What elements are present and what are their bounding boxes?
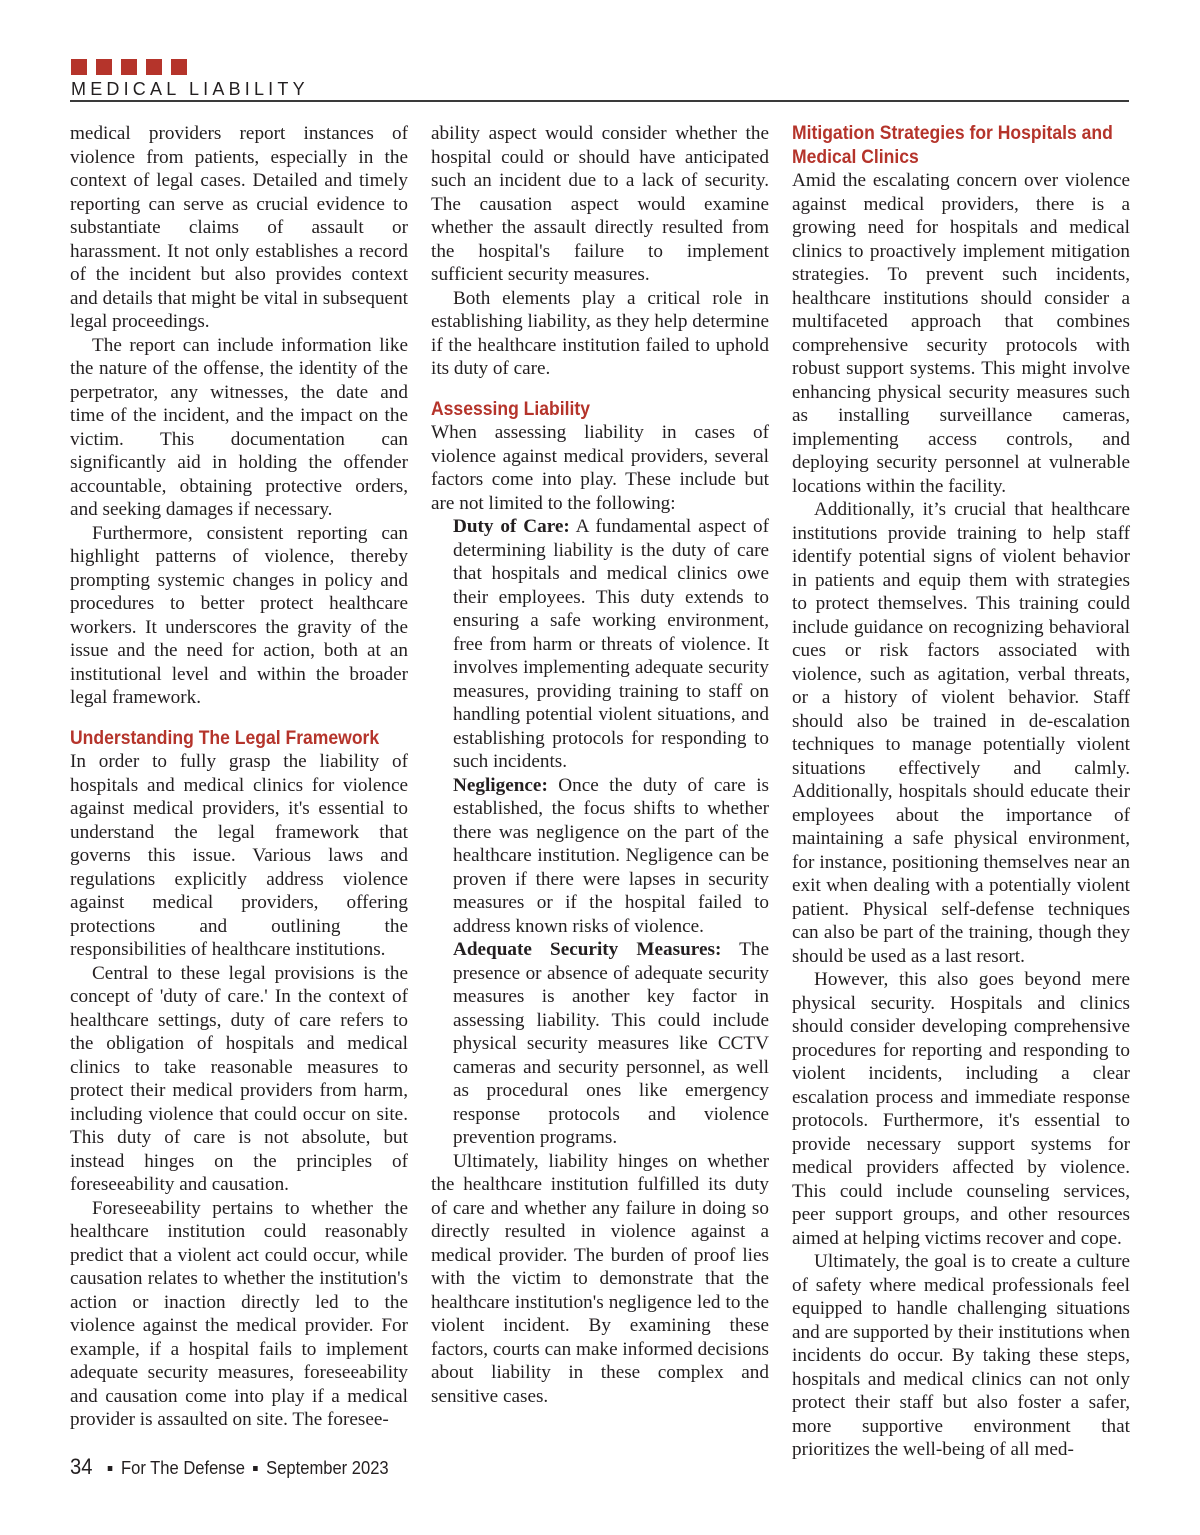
body-paragraph: ability aspect would consider whether the hospital could or should have anticipated such an incident due to a lack of security. The causation aspect would examine whether the assault directly resulted from the hospital's failure to implement sufficient security measures. bbox=[431, 123, 769, 285]
body-paragraph: Ultimately, liability hinges on whether the healthcare institution fulfilled its duty of care and whether any failure in doing so directly resulted in violence against a medical provider. The burden of proof lies with the victim to demonstrate that the healthcare institution's negligence led to the violent incident. By examining these factors, courts can make informed decisions about liability in these complex and sensitive cases. bbox=[431, 1150, 769, 1407]
definition-paragraph bbox=[453, 938, 769, 1150]
body-paragraph: Foreseeability pertains to whether the healthcare institution could reasonably predict that a violent act could occur, while causation relates to whether the institution's action or inaction directly led to the violence against the medical provider. For example, if a hospital fails to implement adequate security measures, foreseeability and causation come into play if a medical provider is assaulted on site. The foresee- bbox=[70, 1197, 408, 1430]
marker-square bbox=[96, 59, 112, 75]
definition-paragraph bbox=[453, 515, 769, 774]
marker-square bbox=[146, 59, 162, 75]
page-number: 34 bbox=[70, 1454, 93, 1479]
body-paragraph: When assessing liability in cases of violence against medical providers, several factors come into play. These include but are not limited to the following: bbox=[431, 422, 769, 514]
marker-square bbox=[121, 59, 137, 75]
body-paragraph: The report can include information like the nature of the offense, the identity of the perpetrator, any witnesses, the date and time of the incident, and the impact on the victim. This documentation can significantly aid in holding the offender accountable, obtaining protective orders, and seeking damages if necessary. bbox=[70, 334, 408, 520]
section-heading: Assessing Liability bbox=[431, 397, 590, 420]
section-heading: Understanding The Legal Framework bbox=[70, 726, 380, 749]
footer-bullet bbox=[253, 1466, 258, 1471]
definition-text: A fundamental aspect of determining liability is the duty of care that hospitals and medical clinics owe their employees. This duty extends to ensuring a safe working environment, free from harm or threats of violence. It involves implementing adequate security measures, providing training to staff on handling potential violent situations, and establishing protocols for responding to such incidents. bbox=[453, 516, 769, 772]
article-column-3 bbox=[792, 122, 1130, 1462]
issue-date: September 2023 bbox=[266, 1458, 389, 1478]
body-paragraph: Ultimately, the goal is to create a culture of safety where medical professionals feel equipped to handle challenging situations and are supported by their institutions when incidents do occur. By taking these steps, hospitals and medical clinics can not only protect their staff but also foster a safer, more supportive environment that prioritizes the well-being of all med- bbox=[792, 1251, 1130, 1460]
body-paragraph: Both elements play a critical role in establishing liability, as they help determine if the healthcare institution failed to uphold its duty of care. bbox=[431, 287, 769, 379]
body-paragraph: In order to fully grasp the liability of hospitals and medical clinics for violence against medical providers, it's essential to understand the legal framework that governs this issue. Various laws and regulations explicitly address violence against medical providers, offering protections and outlining the responsibilities of healthcare institutions. bbox=[70, 751, 408, 960]
definition-text: The presence or absence of adequate security measures is another key factor in assessing liability. This could include physical security measures like CCTV cameras and security personnel, as well as procedural ones like emergency response protocols and violence prevention programs. bbox=[453, 939, 769, 1148]
section-label: MEDICAL LIABILITY bbox=[71, 79, 309, 99]
section-heading: Mitigation Strategies for Hospitals and Medical Clinics bbox=[792, 122, 1113, 168]
publication-name: For The Defense bbox=[121, 1458, 246, 1478]
footer-bullet bbox=[108, 1466, 113, 1471]
definition-term: Adequate Security Measures: bbox=[453, 939, 722, 960]
body-paragraph: Amid the escalating concern over violence against medical providers, there is a growing need for hospitals and medical clinics to proactively implement mitigation strategies. To prevent such incidents, healthcare institutions should consider a multifaceted approach that combines comprehensive security protocols with robust support systems. This might involve enhancing physical security measures such as installing surveillance cameras, implementing access controls, and deploying security personnel at vulnerable locations within the facility. bbox=[792, 170, 1130, 497]
definition-paragraph bbox=[453, 774, 769, 939]
article-column-1 bbox=[70, 122, 408, 1432]
body-paragraph: However, this also goes beyond mere physical security. Hospitals and clinics should consider developing comprehensive procedures for reporting and responding to violent incidents, including a clear escalation process and immediate response protocols. Furthermore, it's essential to provide necessary support systems for medical providers affected by violence. This could include counseling services, peer support groups, and other resources aimed at helping victims recover and cope. bbox=[792, 969, 1130, 1249]
definition-term: Negligence: bbox=[453, 774, 548, 796]
header-rule bbox=[70, 100, 1129, 102]
definition-term: Duty of Care: bbox=[453, 516, 570, 537]
body-paragraph: Central to these legal provisions is the concept of 'duty of care.' In the context of healthcare settings, duty of care refers to the obligation of hospitals and medical clinics to take reasonable measures to protect their medical providers from harm, including violence that could occur on site. This duty of care is not absolute, but instead hinges on the principles of foreseeability and causation. bbox=[70, 962, 408, 1195]
body-paragraph: Furthermore, consistent reporting can highlight patterns of violence, thereby prompting systemic changes in policy and procedures to better protect healthcare workers. It underscores the gravity of the issue and the need for action, both at an institutional level and within the broader legal framework. bbox=[70, 522, 408, 708]
body-paragraph: medical providers report instances of violence from patients, especially in the context of legal cases. Detailed and timely reporting can serve as crucial evidence to substantiate claims of assault or harassment. It not only establishes a record of the incident but also provides context and details that might be vital in subsequent legal proceedings. bbox=[70, 123, 408, 332]
page-footer bbox=[70, 1456, 389, 1479]
marker-square bbox=[71, 59, 87, 75]
article-column-2 bbox=[431, 122, 769, 1408]
body-paragraph: Additionally, it’s crucial that healthcare institutions provide training to help staff identify potential signs of violent behavior in patients and equip them with strategies to protect themselves. This training could include guidance on recognizing behavioral cues or risk factors associated with violence, such as agitation, verbal threats, or a history of violent behavior. Staff should also be trained in de-escalation techniques to manage potentially violent situations effectively and calmly. Additionally, hospitals should educate their employees about the importance of maintaining a safe physical environment, for instance, positioning themselves near an exit when dealing with a potentially violent patient. Physical self-defense techniques can also be part of the training, though they should be used as a last resort. bbox=[792, 499, 1130, 967]
definition-text: Once the duty of care is established, the focus shifts to whether there was negligence on the part of the healthcare institution. Negligence can be proven if there were lapses in security measures or if the hospital failed to address known risks of violence. bbox=[453, 774, 769, 937]
marker-square bbox=[171, 59, 187, 75]
